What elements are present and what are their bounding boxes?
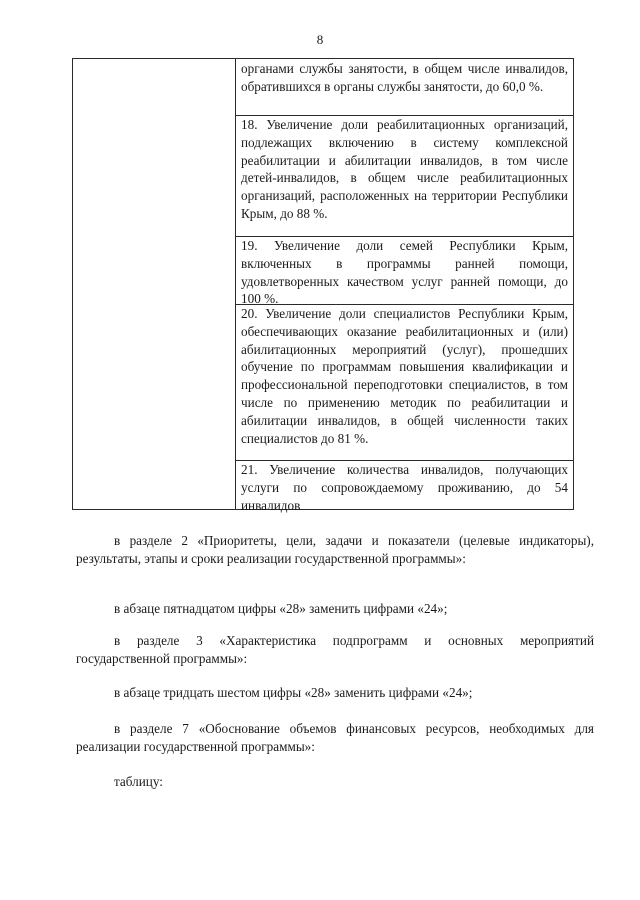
- paragraph-table: таблицу:: [114, 774, 163, 789]
- paragraph-section-7: в разделе 7 «Обоснование объемов финансовых ресурсов, необходимых для реализации государственной программы»:: [76, 721, 594, 754]
- paragraph-amend-36: в абзаце тридцать шестом цифры «28» заменить цифрами «24»;: [114, 685, 473, 700]
- paragraph-section-3: в разделе 3 «Характеристика подпрограмм и основных мероприятий государственной программы»:: [76, 633, 594, 666]
- table-right-column: [236, 59, 573, 513]
- table-left-column: [73, 59, 236, 509]
- paragraph-section-2: в разделе 2 «Приоритеты, цели, задачи и показатели (целевые индикаторы), результаты, этапы и сроки реализации государственной программы»:: [76, 533, 594, 566]
- table-cell: 19. Увеличение доли семей Республики Крым, включенных в программы ранней помощи, удовлетворенных качеством услуг ранней помощи, до 100 %.: [236, 236, 573, 304]
- table-cell: 18. Увеличение доли реабилитационных организаций, подлежащих включению в систему комплексной реабилитации и абилитации инвалидов, в том числе детей-инвалидов, в общем числе реабилитационных организаций, расположенных на территории Республики Крым, до 88 %.: [236, 115, 573, 236]
- table-cell: органами службы занятости, в общем числе инвалидов, обратившихся в органы службы занятости, до 60,0 %.: [241, 61, 568, 94]
- table-cell: 20. Увеличение доли специалистов Республики Крым, обеспечивающих оказание реабилитационных и (или) абилитационных мероприятий (услуг), прошедших обучение по программам повышения квалификации и профессиональной переподготовки специалистов, в том числе по применению методик по реабилитации и абилитации инвалидов, в общей численности таких специалистов до 81 %.: [236, 304, 573, 460]
- table-cell: 21. Увеличение количества инвалидов, получающих услуги по сопровождаемому проживанию, до 54 инвалидов: [236, 460, 573, 510]
- page-number: 8: [316, 32, 324, 47]
- indicators-table: [72, 58, 574, 513]
- paragraph-amend-15: в абзаце пятнадцатом цифры «28» заменить цифрами «24»;: [114, 601, 448, 616]
